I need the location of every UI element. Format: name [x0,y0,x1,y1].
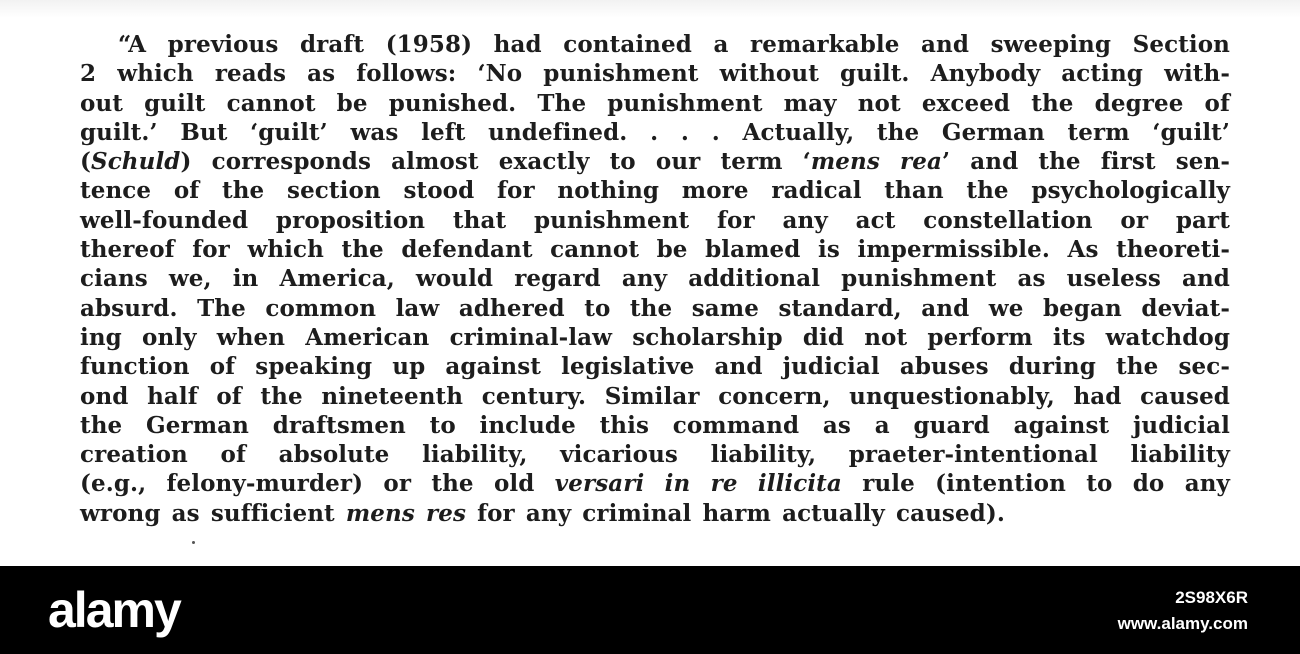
text-line-14: the German draftsmen to include this command as a guard against judicial [80,411,1230,439]
italic-term-mens-res: mens res [345,499,467,527]
italic-term-versari: versari in re illicita [554,470,842,498]
italic-term-schuld: Schuld [90,148,181,176]
text-line-10: absurd. The common law adhered to the same standard, and we began deviat- [80,294,1230,322]
italic-term-mens-rea: mens rea [810,148,942,176]
text-line-15: creation of absolute liability, vicarious liability, praeter-intentional liability [80,441,1230,469]
text-line-16 [80,469,1230,498]
text-line-9: cians we, in America, would regard any additional punishment as useless and [80,265,1230,293]
text-line-1: “A previous draft (1958) had contained a remarkable and sweeping Section [118,31,1230,58]
scan-edge [0,0,1300,18]
quoted-passage [80,30,1230,528]
text-segment: rule (intention to do any [841,470,1230,498]
text-line-17 [80,499,1230,528]
text-line-8: thereof for which the defendant cannot be blamed is impermissible. As theoreti- [80,236,1230,264]
watermark-bar [0,566,1300,654]
text-segment: for any criminal harm actually caused). [466,499,1005,527]
print-speck [192,541,195,544]
text-segment: ) corresponds almost exactly to our term ‘ [180,148,811,176]
text-segment: (e.g., felony-murder) or the old [80,470,555,498]
site-url-label: www.alamy.com [1117,614,1248,633]
text-segment: wrong as sufficient [80,499,346,527]
text-line-3: out guilt cannot be punished. The punishment may not exceed the degree of [80,89,1230,117]
text-line-6: tence of the section stood for nothing more radical than the psychologically [80,177,1230,205]
text-line-7: well-founded proposition that punishment for any act constellation or part [80,206,1230,234]
text-line-2: 2 which reads as follows: ‘No punishment without guilt. Anybody acting with- [80,60,1230,88]
image-id-label: 2S98X6R [1175,588,1248,607]
text-line-4: guilt.’ But ‘guilt’ was left undefined. . . . Actually, the German term ‘guilt’ [80,118,1230,146]
text-line-5 [80,147,1230,176]
text-line-13: ond half of the nineteenth century. Similar concern, unquestionably, had caused [80,382,1230,410]
text-line-12: function of speaking up against legislative and judicial abuses during the sec- [80,353,1230,381]
text-line-11: ing only when American criminal-law scholarship did not perform its watchdog [80,323,1230,351]
text-segment: ’ and the first sen- [942,148,1230,176]
alamy-logo: alamy [48,582,180,638]
text-segment: ( [80,148,91,176]
